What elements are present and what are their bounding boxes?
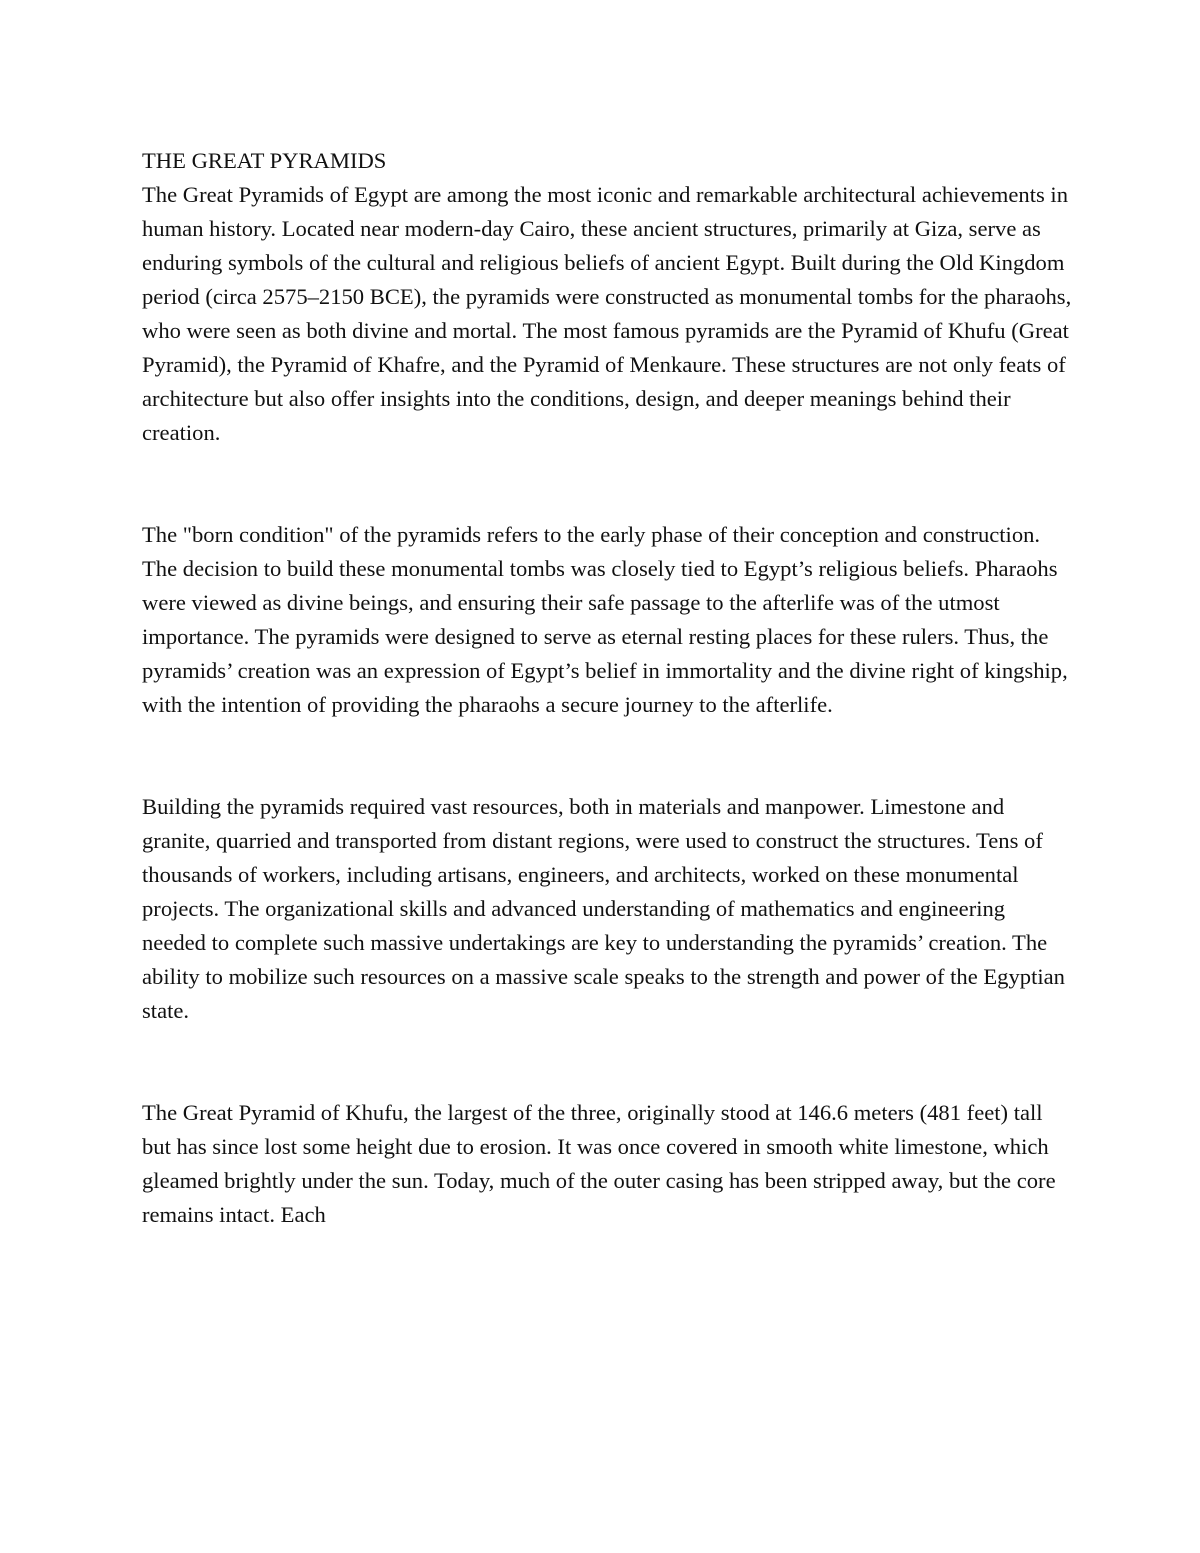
- paragraph-intro: The Great Pyramids of Egypt are among the most iconic and remarkable architectural achievements in human history. Located near modern-day Cairo, these ancient structures, primarily at Giza, serve as enduring symbols of the cultural and religious beliefs of ancient Egypt. Built during the Old Kingdom period (circa 2575–2150 BCE), the pyramids were constructed as monumental tombs for the pharaohs, who were seen as both divine and mortal. The most famous pyramids are the Pyramid of Khufu (Great Pyramid), the Pyramid of Khafre, and the Pyramid of Menkaure. These structures are not only feats of architecture but also offer insights into the conditions, design, and deeper meanings behind their creation.: [142, 182, 1072, 445]
- paragraph-khufu: The Great Pyramid of Khufu, the largest of the three, originally stood at 146.6 meters (481 feet) tall but has since lost some height due to erosion. It was once covered in smooth white limestone, which gleamed brightly under the sun. Today, much of the outer casing has been stripped away, but the core remains intact. Each: [142, 1100, 1056, 1227]
- paragraph-spacer: [142, 722, 1072, 790]
- document-title: THE GREAT PYRAMIDS: [142, 148, 387, 173]
- paragraph-born-condition: The "born condition" of the pyramids refers to the early phase of their conception and construction. The decision to build these monumental tombs was closely tied to Egypt’s religious beliefs. Pharaohs were viewed as divine beings, and ensuring their safe passage to the afterlife was of the utmost importance. The pyramids were designed to serve as eternal resting places for these rulers. Thus, the pyramids’ creation was an expression of Egypt’s belief in immortality and the divine right of kingship, with the intention of providing the pharaohs a secure journey to the afterlife.: [142, 522, 1068, 717]
- paragraph-resources: Building the pyramids required vast resources, both in materials and manpower. Limestone and granite, quarried and transported from distant regions, were used to construct the structures. Tens of thousands of workers, including artisans, engineers, and architects, worked on these monumental projects. The organizational skills and advanced understanding of mathematics and engineering needed to complete such massive undertakings are key to understanding the pyramids’ creation. The ability to mobilize such resources on a massive scale speaks to the strength and power of the Egyptian state.: [142, 794, 1065, 1023]
- paragraph-spacer: [142, 450, 1072, 518]
- document-body: [142, 144, 1072, 1232]
- paragraph-spacer: [142, 1028, 1072, 1096]
